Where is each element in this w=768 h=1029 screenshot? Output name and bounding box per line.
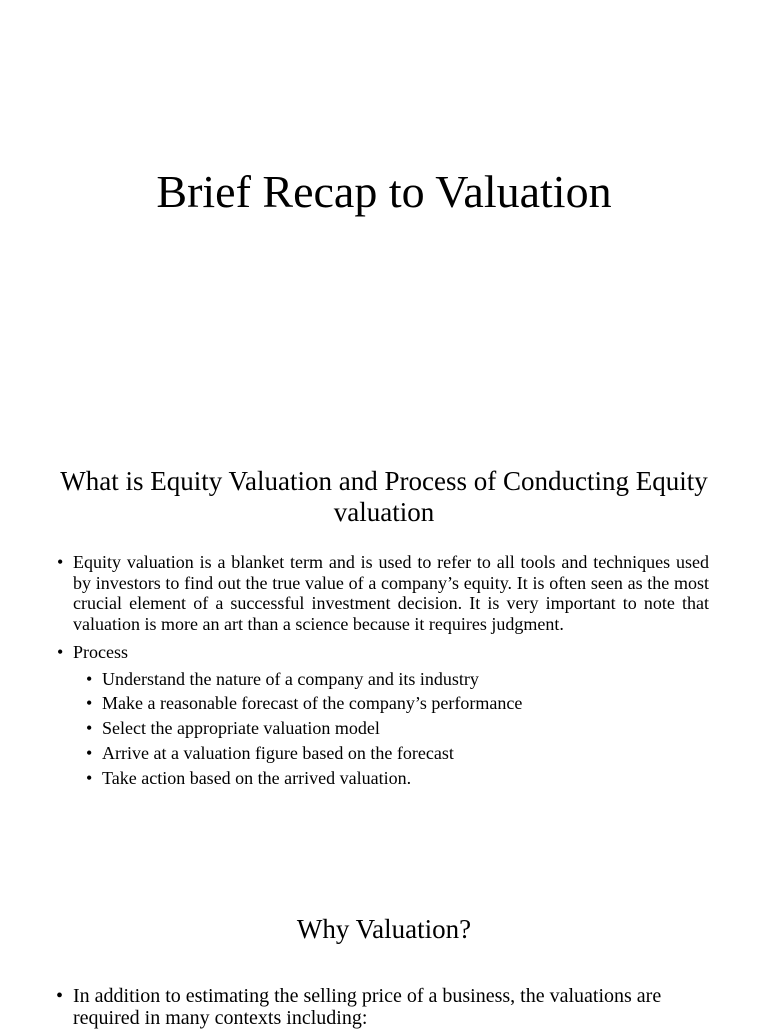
process-step [86, 716, 738, 741]
process-step-text: Select the appropriate valuation model [102, 718, 380, 739]
process-step [86, 691, 738, 716]
bullet-dot-icon: • [86, 742, 93, 763]
bullet-dot-icon: • [86, 668, 93, 689]
process-steps-list [73, 667, 709, 791]
bullet-dot-icon: • [86, 767, 93, 788]
process-step [86, 766, 738, 791]
process-step [86, 741, 738, 766]
section-title-equity-valuation: What is Equity Valuation and Process of Conducting Equity valuation [60, 466, 708, 527]
bullet-dot-icon: • [57, 552, 64, 572]
process-step-text: Arrive at a valuation figure based on the forecast [102, 742, 454, 763]
bullet-process [57, 641, 709, 791]
process-step-text: Make a reasonable forecast of the company’s performance [102, 693, 523, 714]
slide-title: Brief Recap to Valuation [156, 166, 612, 217]
process-step [86, 667, 738, 692]
bullet-dot-icon: • [86, 718, 93, 739]
why-valuation-text: In addition to estimating the selling price of a business, the valuations are required in many contexts including: [73, 985, 662, 1029]
bullet-dot-icon: • [86, 693, 93, 714]
bullet-dot-icon: • [56, 985, 64, 1007]
bullet-definition [57, 552, 709, 635]
process-label: Process [73, 641, 128, 662]
process-step-text: Understand the nature of a company and its industry [102, 668, 479, 689]
bullet-why-valuation [56, 985, 709, 1029]
definition-text: Equity valuation is a blanket term and is used to refer to all tools and techniques used by investors to find out the true value of a company’s equity. It is often seen as the most crucial element of a successful investment decision. It is very important to note that valuation is more an art than a science because it requires judgment. [73, 552, 709, 635]
process-step-text: Take action based on the arrived valuation. [102, 767, 412, 788]
equity-valuation-bullets [57, 552, 709, 791]
why-valuation-bullets [56, 985, 709, 1029]
section-title-why-valuation: Why Valuation? [296, 914, 472, 944]
bullet-dot-icon: • [57, 641, 64, 662]
